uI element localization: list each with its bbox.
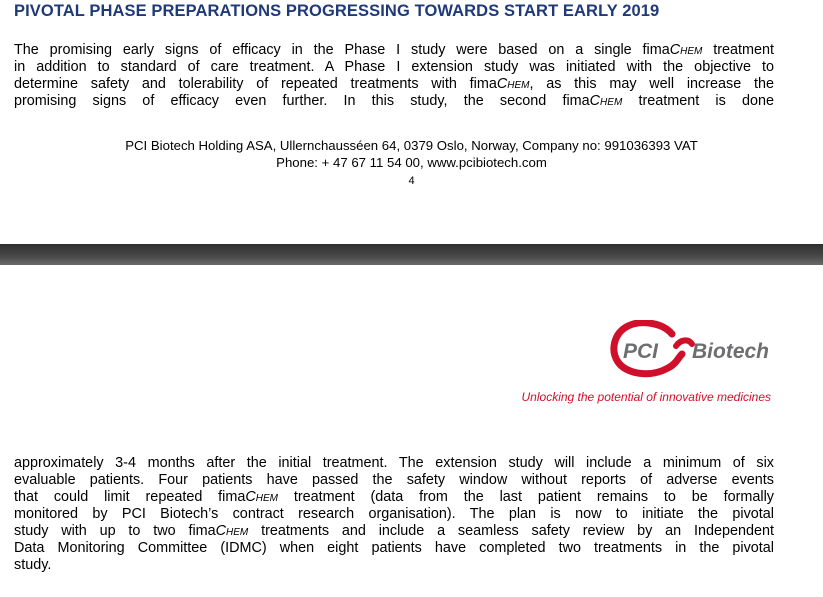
logo-pci-text: PCI (623, 340, 659, 363)
page-number: 4 (408, 175, 415, 187)
logo-hook-icon (676, 340, 692, 346)
paragraph-line: Data Monitoring Committee (IDMC) when eight patients have completed two treatments in the pivotal (14, 540, 774, 556)
pci-biotech-logo (610, 320, 780, 378)
body-paragraph (14, 42, 774, 110)
body-paragraph-continued (14, 455, 774, 574)
paragraph-line: approximately 3-4 months after the initial treatment. The extension study will include a minimum of six (14, 455, 774, 471)
paragraph-line: in addition to standard of care treatment. A Phase I extension study was initiated with the objective to (14, 59, 774, 75)
company-tagline: Unlocking the potential of innovative medicines (521, 390, 771, 404)
paragraph-line: study. (14, 557, 52, 573)
paragraph-line: evaluable patients. Four patients have passed the safety window without reports of adverse events (14, 472, 774, 488)
logo-biotech-text: Biotech (692, 340, 770, 363)
paragraph-line: The promising early signs of efficacy in the Phase I study were based on a single fimaChem treatment (14, 42, 774, 58)
footer-contact: Phone: + 47 67 11 54 00, www.pcibiotech.com (276, 155, 547, 170)
page-separator (0, 244, 823, 265)
paragraph-line: promising signs of efficacy even further. In this study, the second fimaChem treatment is done (14, 93, 774, 109)
paragraph-line: monitored by PCI Biotech’s contract research organisation). The plan is now to initiate the pivotal (14, 506, 774, 522)
paragraph-line: that could limit repeated fimaChem treatment (data from the last patient remains to be formally (14, 489, 774, 505)
paragraph-line: determine safety and tolerability of repeated treatments with fimaChem, as this may well increase the (14, 76, 774, 92)
document-page-4 (0, 0, 823, 244)
paragraph-line: study with up to two fimaChem treatments and include a seamless safety review by an Independent (14, 523, 774, 539)
footer-address: PCI Biotech Holding ASA, Ullernchausséen 64, 0379 Oslo, Norway, Company no: 991036393 VAT (125, 138, 698, 153)
section-heading: PIVOTAL PHASE PREPARATIONS PROGRESSING TOWARDS START EARLY 2019 (14, 2, 660, 20)
